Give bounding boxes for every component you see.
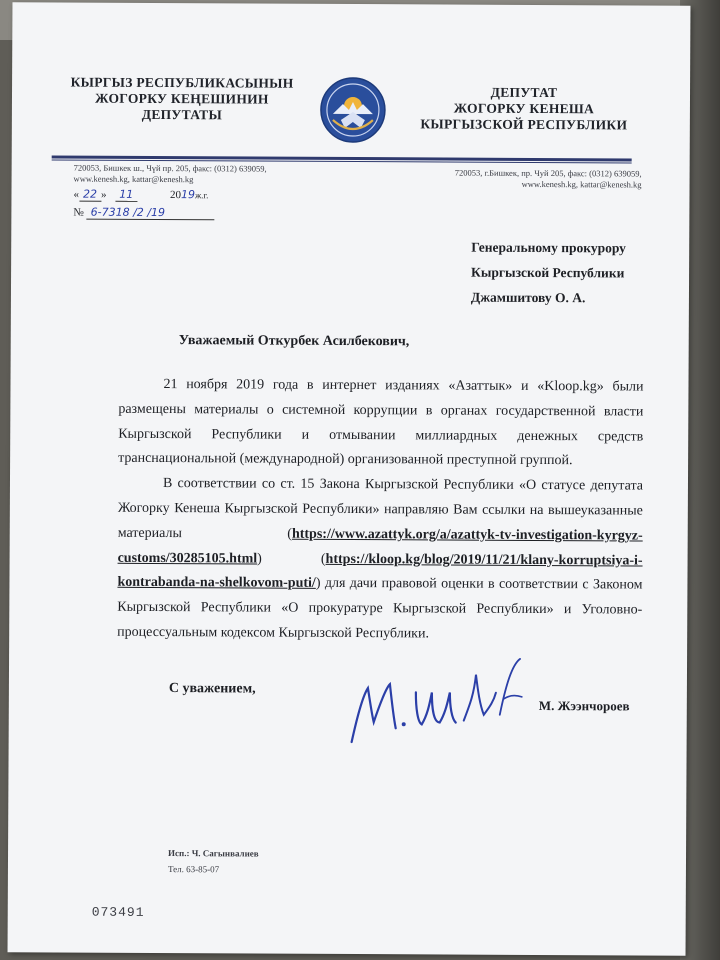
kloop-link[interactable]: https://kloop.kg/blog/2019/11/21/klany-korruptsiya-i-kontrabanda-na-shelkovom-puti/ [117,551,643,592]
address-left [74,163,324,186]
body-p2-start: В соответствии со ст. 15 Закона Кыргызской Республики «О статусе депутата Жогорку Кенеша Кыргызской Республики» направляю Вам ссылки на вышеуказанные материалы ( [117,476,644,542]
date-year-suffix: 19 [180,188,196,202]
address-left-line2: www.kenesh.kg, kattar@kenesh.kg [73,173,194,185]
header-right [404,84,644,133]
body-paragraph-2 [117,472,643,648]
date-close-quote: » [100,188,107,201]
signer-name: М. Жээнчороев [538,697,630,714]
executor-phone: Тел. 63-85-07 [167,864,220,875]
address-right [412,167,642,190]
address-right-line2: www.kenesh.kg, kattar@kenesh.kg [521,178,642,190]
handwritten-signature [344,644,535,755]
executor-block [168,845,259,877]
header-right-line: ЖОГОРКУ КЕНЕША [453,100,595,117]
azattyk-link[interactable]: https://www.azattyk.org/a/azattyk-tv-investigation-kyrgyz-customs/30285105.html [117,526,643,567]
kyrgyz-state-emblem-icon [319,76,387,144]
date-day: 22 [79,188,101,202]
header-left-line: ЖОГОРКУ КЕҢЕШИНИН [95,90,269,107]
address-right-line1: 720053, г.Бишкек, пр. Чуй 205, факс: (0312) 639059, [454,167,642,179]
letter-body [117,373,643,649]
number-label: № [73,206,84,219]
header-right-line: ДЕПУТАТ [490,84,558,101]
recipient-line2: Кыргызской Республики [471,264,625,281]
serial-number: 073491 [91,904,145,920]
executor-line: Исп.: Ч. Сагынвалиев [168,848,259,859]
date-open-quote: « [73,188,80,201]
header-left-line: ДЕПУТАТЫ [141,106,223,123]
outgoing-number [73,206,313,221]
body-p2-mid: ) ( [257,551,326,567]
date-line [73,188,313,203]
header-right-line: КЫРГЫЗСКОЙ РЕСПУБЛИКИ [420,116,628,133]
body-p2-end: ) для дачи правовой оценки в соответствии с Законом Кыргызской Республики «О прокуратуре Кыргызской Республики» и Уголовно-процессуальным кодексом Кыргызской Республики. [117,576,643,642]
regards: С уважением, [168,681,256,697]
greeting: Уважаемый Откурбек Асилбекович, [178,333,410,350]
recipient-block [471,235,671,311]
date-month: 11 [115,188,137,202]
number-value: 6-7318 /2 /19 [87,206,215,221]
header-left-line: КЫРГЫЗ РЕСПУБЛИКАСЫНЫН [70,74,294,91]
date-year-end: ж.г. [194,190,209,201]
recipient-line3: Джамшитову О. А. [470,289,586,306]
date-year-prefix: 20 [169,189,182,202]
address-left-line1: 720053, Бишкек ш., Чүй пр. 205, факс: (0312) 639059, [73,162,267,174]
header-left [57,74,307,123]
letter-sheet [8,2,691,956]
recipient-line1: Генеральному прокурору [471,239,626,256]
body-paragraph-1: 21 ноября 2019 года в интернет изданиях «Азаттык» и «Kloop.kg» были размещены материалы о системной коррупции в органах государственной власти Кыргызской Республики и отмывании миллиардных денежных средств транснациональной (международной) организованной преступной группой. [118,377,644,469]
